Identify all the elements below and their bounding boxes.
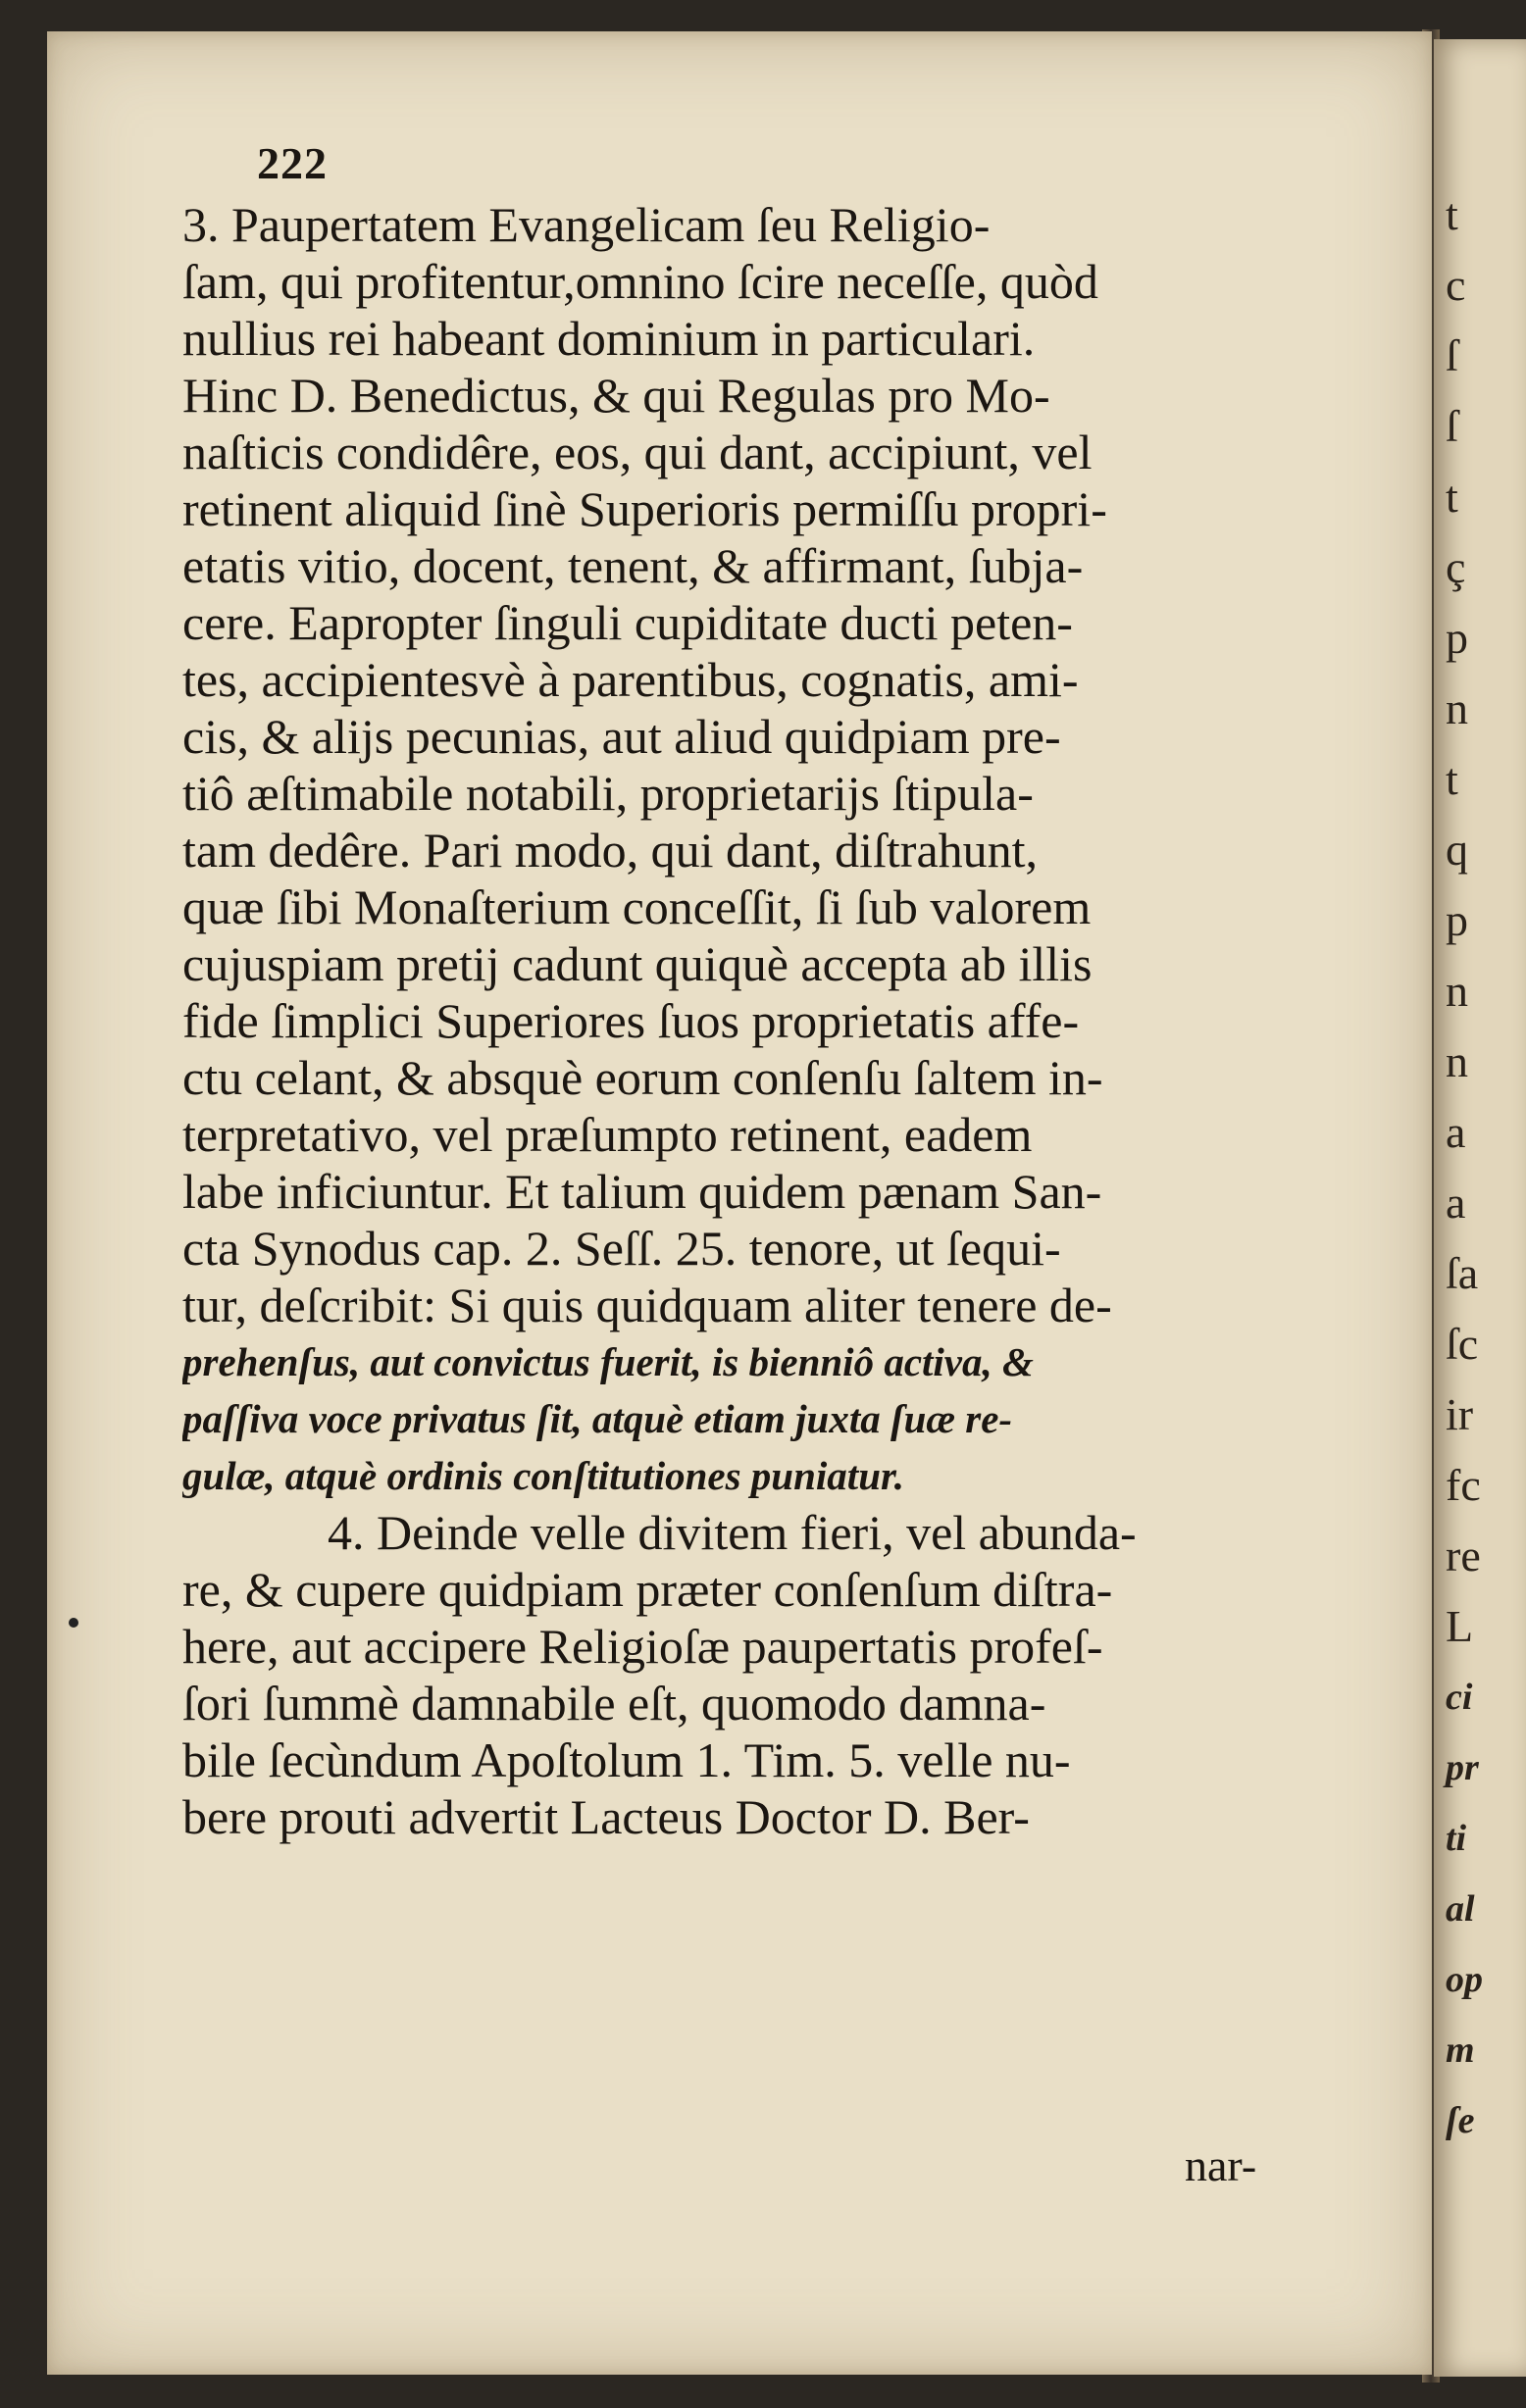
text-line: retinent aliquid ſinè Superioris permiſſu propri-: [182, 481, 1107, 536]
text-line: cujuspiam pretij cadunt quiquè accepta ab illis: [182, 936, 1093, 991]
catchword: nar-: [1185, 2140, 1257, 2190]
facing-page-fragment: ſ: [1446, 401, 1458, 451]
facing-page-fragment: c: [1446, 260, 1466, 310]
facing-page-fragment: m: [1446, 2030, 1475, 2071]
facing-page-fragment: ir: [1446, 1389, 1474, 1439]
text-line: labe inficiuntur. Et talium quidem pænam San-: [182, 1164, 1102, 1219]
text-line: ctu celant, & absquè eorum conſenſu ſaltem in-: [182, 1050, 1103, 1105]
body-text: [182, 196, 1369, 1845]
text-line: ſam, qui profitentur,omnino ſcire neceſſe, quòd: [182, 254, 1098, 309]
text-line: naſticis condidêre, eos, qui dant, accipiunt, vel: [182, 425, 1093, 479]
text-line: fide ſimplici Superiores ſuos proprietatis affe-: [182, 993, 1080, 1048]
facing-page-fragment: ſe: [1446, 2100, 1475, 2141]
text-line: Hinc D. Benedictus, & qui Regulas pro Mo-: [182, 368, 1050, 423]
text-line: cta Synodus cap. 2. Seſſ. 25. tenore, ut ſequi-: [182, 1221, 1061, 1276]
text-line: prehenſus, aut convictus fuerit, is bienniô activa, &: [182, 1339, 1034, 1384]
text-line: bile ſecùndum Apoſtolum 1. Tim. 5. velle nu-: [182, 1732, 1071, 1787]
facing-page-fragment: ç: [1446, 542, 1466, 592]
margin-speck: [69, 1618, 78, 1628]
text-line: here, aut accipere Religioſæ paupertatis profeſ-: [182, 1619, 1103, 1674]
facing-page-fragment: t: [1446, 472, 1458, 522]
text-line: quæ ſibi Monaſterium conceſſit, ſi ſub valorem: [182, 879, 1092, 934]
facing-page-fragment: ſc: [1446, 1319, 1479, 1369]
facing-page-fragment: q: [1446, 825, 1468, 875]
text-line: cere. Eapropter ſinguli cupiditate ducti peten-: [182, 595, 1073, 650]
facing-page-fragment: t: [1446, 754, 1458, 804]
text-line: tam dedêre. Pari modo, qui dant, diſtrahunt,: [182, 823, 1039, 878]
text-line: tes, accipientesvè à parentibus, cognatis, ami-: [182, 652, 1079, 707]
facing-page-edge: [1434, 39, 1526, 2377]
facing-page-fragment: L: [1446, 1601, 1474, 1651]
facing-page-fragment: p: [1446, 895, 1468, 945]
text-line: 3. Paupertatem Evangelicam ſeu Religio-: [182, 197, 991, 252]
facing-page-fragment: al: [1446, 1888, 1475, 1930]
facing-page-fragment: fc: [1446, 1460, 1481, 1510]
text-line: 4. Deinde velle divitem fieri, vel abunda-: [328, 1505, 1137, 1560]
text-line: etatis vitio, docent, tenent, & affirmant, ſubja-: [182, 538, 1084, 593]
text-line: nullius rei habeant dominium in particulari.: [182, 311, 1036, 366]
facing-page-fragment: n: [1446, 1036, 1468, 1086]
text-line: tur, deſcribit: Si quis quidquam aliter tenere de-: [182, 1278, 1112, 1332]
facing-page-fragment: p: [1446, 613, 1468, 663]
facing-page-fragment: a: [1446, 1178, 1466, 1228]
facing-page-fragment: t: [1446, 189, 1458, 239]
text-line: gulæ, atquè ordinis conſtitutiones puniatur.: [182, 1453, 904, 1498]
text-line: terpretativo, vel præſumpto retinent, eadem: [182, 1107, 1033, 1162]
facing-page-fragment: n: [1446, 966, 1468, 1016]
facing-page-fragment: ſa: [1446, 1248, 1479, 1298]
facing-page-fragment: op: [1446, 1959, 1483, 2000]
text-line: cis, & alijs pecunias, aut aliud quidpiam pre-: [182, 709, 1061, 764]
facing-page-fragment: pr: [1446, 1747, 1479, 1788]
text-line: bere prouti advertit Lacteus Doctor D. Ber-: [182, 1789, 1030, 1844]
text-line: tiô æſtimabile notabili, proprietarijs ſtipula-: [182, 766, 1034, 821]
facing-page-fragment: n: [1446, 683, 1468, 733]
facing-page-fragment: ti: [1446, 1818, 1467, 1859]
facing-page-fragment: re: [1446, 1530, 1481, 1580]
facing-page-fragment: ſ: [1446, 330, 1458, 380]
text-line: re, & cupere quidpiam præter conſenſum diſtra-: [182, 1562, 1113, 1617]
text-line: ſori ſummè damnabile eſt, quomodo damna-: [182, 1676, 1046, 1731]
facing-page-fragment: a: [1446, 1107, 1466, 1157]
text-line: paſſiva voce privatus ſit, atquè etiam juxta ſuæ re-: [182, 1396, 1013, 1441]
page-number: 222: [257, 138, 328, 188]
facing-page-fragment: ci: [1446, 1677, 1473, 1718]
